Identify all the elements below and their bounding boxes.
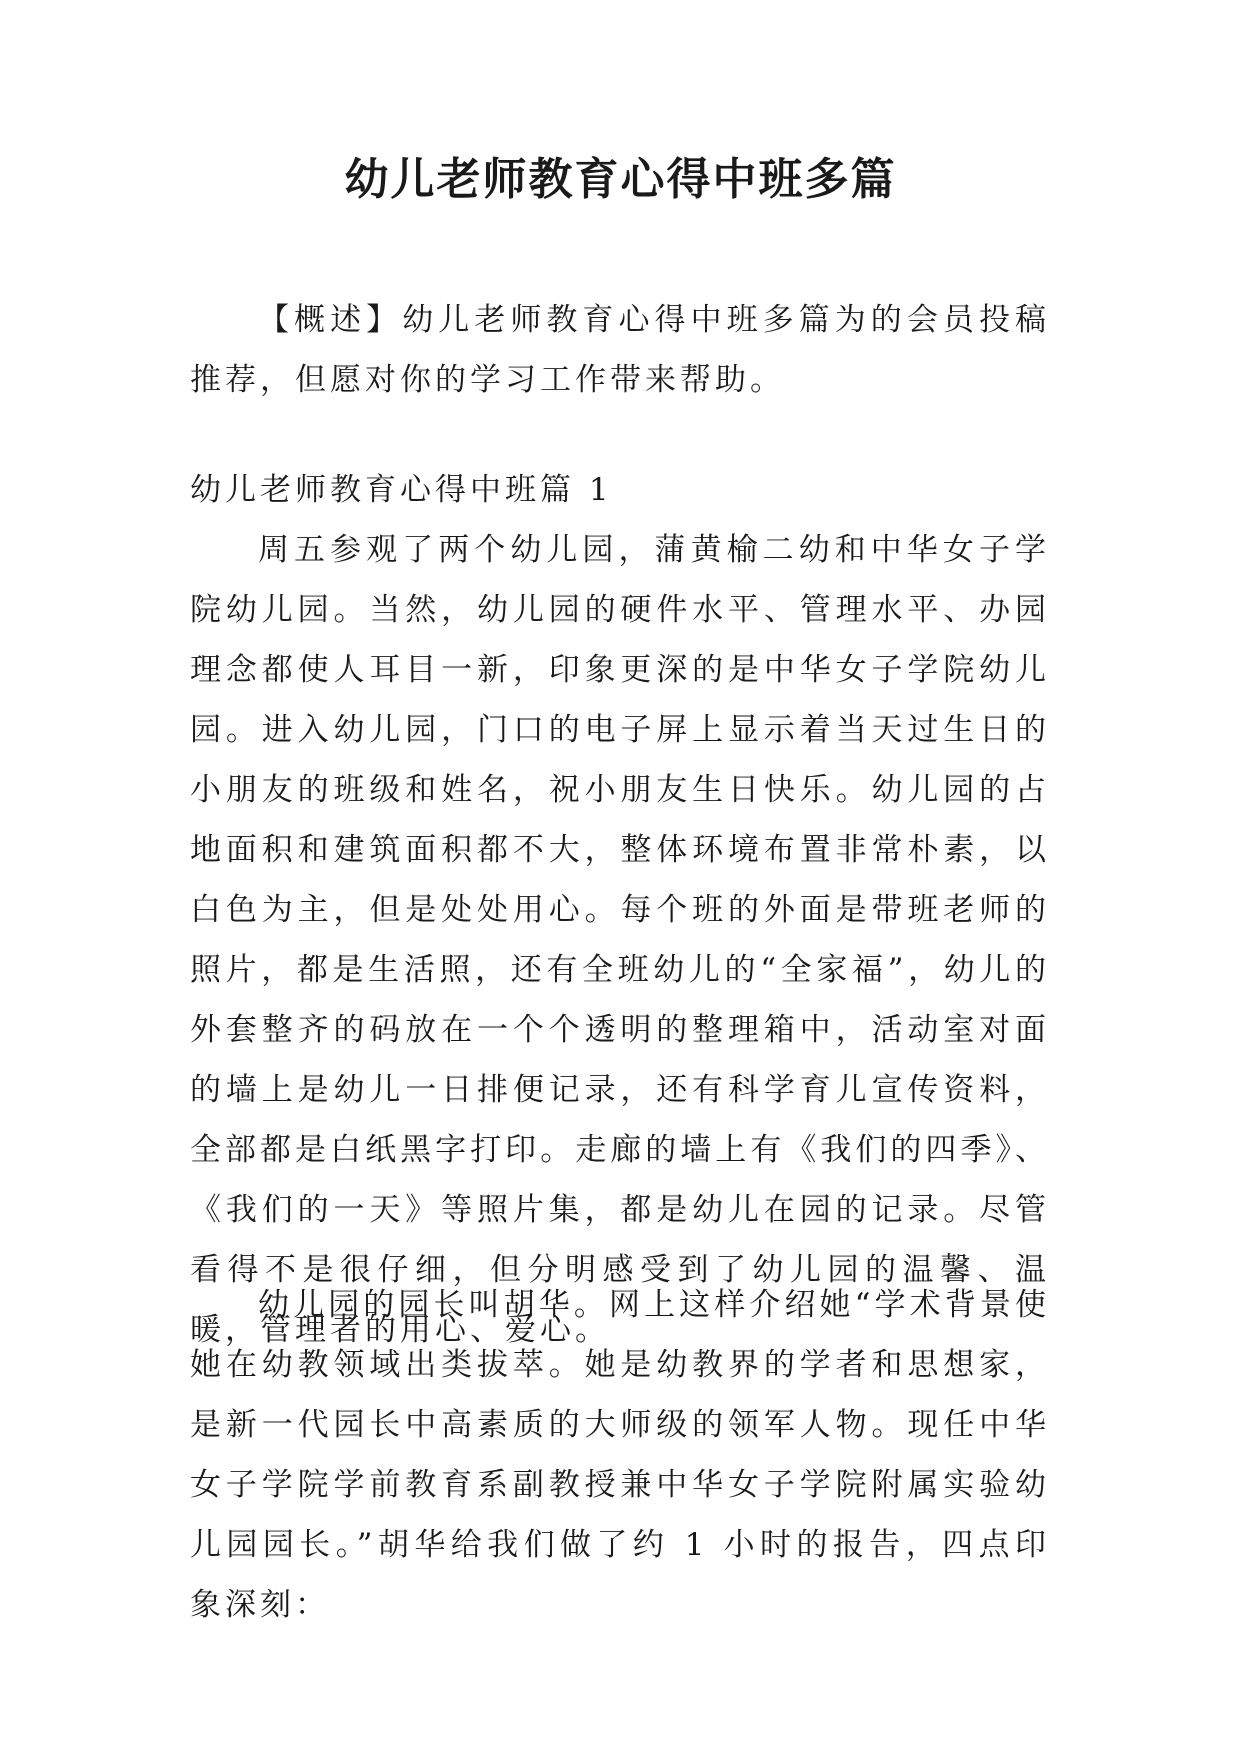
document-title: 幼儿老师教育心得中班多篇 bbox=[344, 154, 897, 205]
section-heading: 幼儿老师教育心得中班篇 1 bbox=[190, 472, 613, 508]
body-paragraph: 周五参观了两个幼儿园，蒲黄榆二幼和中华女子学院幼儿园。当然，幼儿园的硬件水平、管理水平、办园理念都使人耳目一新，印象更深的是中华女子学院幼儿园。进入幼儿园，门口的电子屏上显示着当天过生日的小朋友的班级和姓名，祝小朋友生日快乐。幼儿园的占地面积和建筑面积都不大，整体环境布置非常朴素，以白色为主，但是处处用心。每个班的外面是带班老师的照片，都是生活照，还有全班幼儿的“全家福”，幼儿的外套整齐的码放在一个个透明的整理箱中，活动室对面的墙上是幼儿一日排便记录，还有科学育儿宣传资料，全部都是白纸黑字打印。走廊的墙上有《我们的四季》、《我们的一天》等照片集，都是幼儿在园的记录。尽管看得不是很仔细，但分明感受到了幼儿园的温馨、温暖，管理者的用心、爱心。 bbox=[190, 532, 1050, 1348]
body-paragraph: 幼儿园的园长叫胡华。网上这样介绍她“学术背景使她在幼教领域出类拔萃。她是幼教界的学者和思想家，是新一代园长中高素质的大师级的领军人物。现任中华女子学院学前教育系副教授兼中华女子学院附属实验幼儿园园长。”胡华给我们做了约 1 小时的报告，四点印象深刻： bbox=[190, 1287, 1050, 1623]
summary-paragraph: 【概述】幼儿老师教育心得中班多篇为的会员投稿推荐，但愿对你的学习工作带来帮助。 bbox=[190, 302, 1050, 398]
